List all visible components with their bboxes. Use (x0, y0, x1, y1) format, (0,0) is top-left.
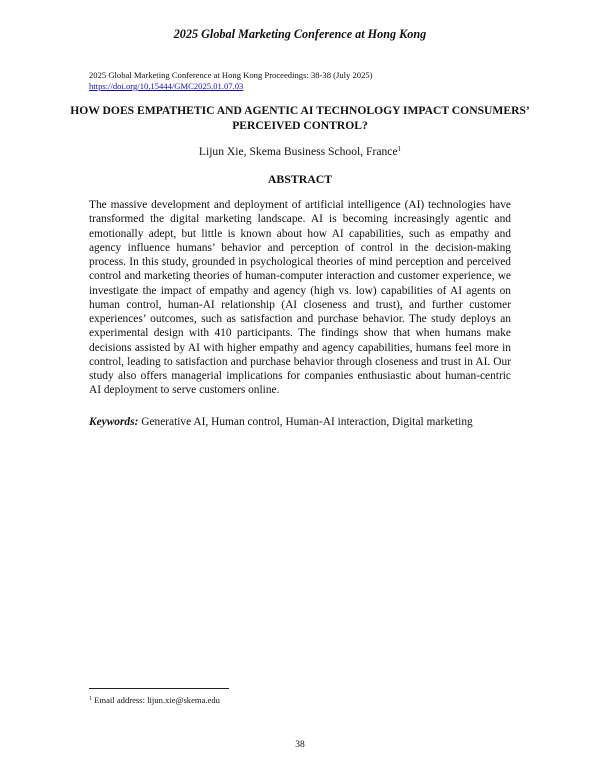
footnote-divider (89, 688, 229, 689)
author-footnote-mark[interactable]: 1 (397, 145, 402, 153)
page-number: 38 (295, 739, 305, 750)
proceedings-citation: 2025 Global Marketing Conference at Hong Kong Proceedings: 38-38 (July 2025) (89, 70, 373, 80)
doi-link[interactable]: https://doi.org/10.15444/GMC2025.01.07.03 (89, 81, 244, 91)
running-header: 2025 Global Marketing Conference at Hong Kong (173, 27, 427, 41)
paper-title: HOW DOES EMPATHETIC AND AGENTIC AI TECHNOLOGY IMPACT CONSUMERS’ PERCEIVED CONTROL? (70, 104, 530, 132)
footnote-text: Email address: lijun.xie@skema.edu (94, 695, 220, 705)
abstract-text: The massive development and deployment of artificial intelligence (AI) technologies have transformed the digital marketing landscape. AI is becoming increasingly agentic and emotionally adept, but little is known about how AI capabilities, such as empathy and agency influence humans’ behavior and perception of control in the decision-making process. In this study, grounded in psychological theories of mind perception and perceived control and marketing theories of human-computer interaction and customer experience, we investigate the impact of empathy and agency (high vs. low) capabilities of AI agents on human control, human-AI relationship (AI closeness and trust), and further customer experiences’ outcomes, such as satisfaction and purchase behavior. The study deploys an experimental design with 410 participants. The findings show that when humans make decisions assisted by AI with higher empathy and agency capabilities, humans feel more in control, leading to satisfaction and purchase behavior through closeness and trust in AI. Our study also offers managerial implications for companies enthusiastic about human-centric AI deployment to serve customers online. (89, 199, 511, 397)
footnote (89, 695, 509, 705)
proceedings-info (89, 70, 529, 92)
keywords-text: Generative AI, Human control, Human-AI interaction, Digital marketing (141, 416, 473, 428)
keywords-label: Keywords: (89, 416, 139, 428)
abstract-heading: ABSTRACT (267, 172, 333, 186)
footnote-mark: 1 (89, 696, 92, 702)
author-name: Lijun Xie, Skema Business School, France (198, 145, 398, 158)
keywords (89, 416, 529, 428)
author-line (0, 145, 600, 158)
